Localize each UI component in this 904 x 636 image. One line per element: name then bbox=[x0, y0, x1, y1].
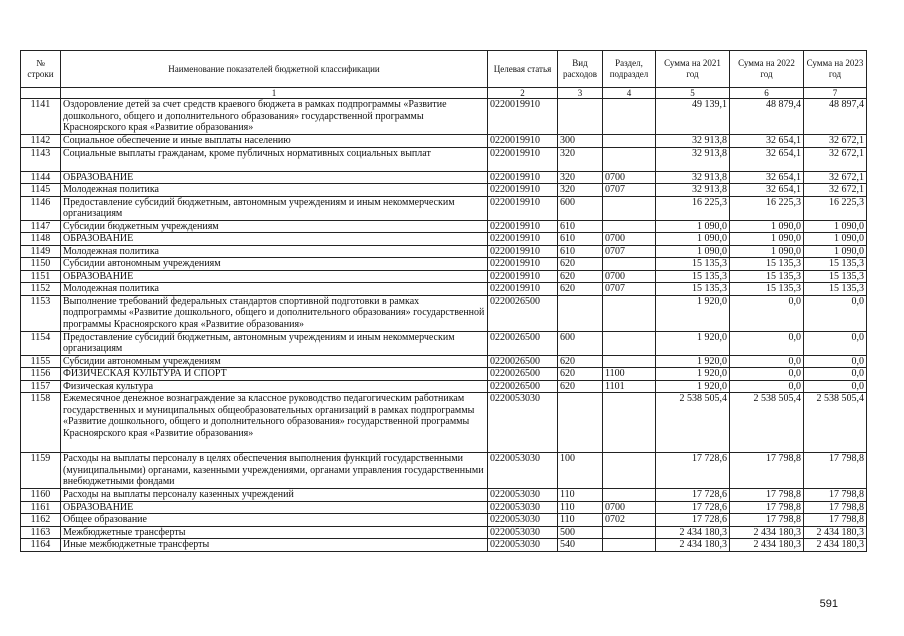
row-number-cell: 1148 bbox=[21, 233, 61, 246]
row-number-cell: 1151 bbox=[21, 270, 61, 283]
row-number-cell: 1145 bbox=[21, 184, 61, 197]
table-row bbox=[21, 147, 867, 171]
target-item-cell: 0220026500 bbox=[488, 368, 558, 381]
section-cell bbox=[603, 331, 656, 355]
row-number-cell: 1143 bbox=[21, 147, 61, 171]
sum-2021-cell: 32 913,8 bbox=[656, 135, 730, 148]
section-cell: 0700 bbox=[603, 501, 656, 514]
expense-type-cell: 620 bbox=[558, 283, 603, 296]
sum-2021-cell: 17 728,6 bbox=[656, 453, 730, 489]
sum-2022-cell: 48 879,4 bbox=[730, 99, 804, 135]
sum-2023-cell: 0,0 bbox=[804, 355, 867, 368]
budget-table bbox=[20, 50, 867, 552]
table-row bbox=[21, 245, 867, 258]
table-header-row bbox=[21, 51, 867, 88]
indicator-name-cell: ОБРАЗОВАНИЕ bbox=[61, 270, 488, 283]
table-row bbox=[21, 283, 867, 296]
indicator-name-cell: Физическая культура bbox=[61, 380, 488, 393]
sum-2023-cell: 17 798,8 bbox=[804, 489, 867, 502]
expense-type-cell: 610 bbox=[558, 220, 603, 233]
table-row bbox=[21, 393, 867, 453]
table-row bbox=[21, 331, 867, 355]
column-number: 5 bbox=[656, 88, 730, 99]
target-item-cell: 0220019910 bbox=[488, 258, 558, 271]
header-target-item: Целевая статья bbox=[488, 51, 558, 88]
table-row bbox=[21, 258, 867, 271]
header-sum-2022: Сумма на 2022 год bbox=[730, 51, 804, 88]
expense-type-cell: 300 bbox=[558, 135, 603, 148]
section-cell: 0702 bbox=[603, 514, 656, 527]
sum-2021-cell: 17 728,6 bbox=[656, 514, 730, 527]
sum-2021-cell: 15 135,3 bbox=[656, 283, 730, 296]
expense-type-cell: 500 bbox=[558, 526, 603, 539]
expense-type-cell: 110 bbox=[558, 514, 603, 527]
sum-2021-cell: 16 225,3 bbox=[656, 196, 730, 220]
table-row bbox=[21, 135, 867, 148]
section-cell bbox=[603, 135, 656, 148]
sum-2021-cell: 2 538 505,4 bbox=[656, 393, 730, 453]
section-cell bbox=[603, 539, 656, 552]
sum-2023-cell: 1 090,0 bbox=[804, 220, 867, 233]
table-row bbox=[21, 99, 867, 135]
column-number-blank bbox=[21, 88, 61, 99]
table-row bbox=[21, 380, 867, 393]
table-row bbox=[21, 270, 867, 283]
target-item-cell: 0220019910 bbox=[488, 147, 558, 171]
indicator-name-cell: Социальные выплаты гражданам, кроме публичных нормативных социальных выплат bbox=[61, 147, 488, 171]
row-number-cell: 1147 bbox=[21, 220, 61, 233]
indicator-name-cell: ОБРАЗОВАНИЕ bbox=[61, 233, 488, 246]
expense-type-cell: 540 bbox=[558, 539, 603, 552]
indicator-name-cell: Предоставление субсидий бюджетным, автономным учреждениям и иным некоммерческим организациям bbox=[61, 331, 488, 355]
sum-2021-cell: 1 920,0 bbox=[656, 331, 730, 355]
row-number-cell: 1158 bbox=[21, 393, 61, 453]
column-number: 1 bbox=[61, 88, 488, 99]
expense-type-cell: 620 bbox=[558, 368, 603, 381]
row-number-cell: 1162 bbox=[21, 514, 61, 527]
sum-2021-cell: 32 913,8 bbox=[656, 147, 730, 171]
sum-2023-cell: 32 672,1 bbox=[804, 184, 867, 197]
target-item-cell: 0220026500 bbox=[488, 380, 558, 393]
table-row bbox=[21, 220, 867, 233]
sum-2021-cell: 1 090,0 bbox=[656, 220, 730, 233]
section-cell bbox=[603, 99, 656, 135]
indicator-name-cell: Иные межбюджетные трансферты bbox=[61, 539, 488, 552]
sum-2022-cell: 1 090,0 bbox=[730, 220, 804, 233]
sum-2021-cell: 15 135,3 bbox=[656, 258, 730, 271]
sum-2022-cell: 0,0 bbox=[730, 331, 804, 355]
sum-2022-cell: 15 135,3 bbox=[730, 283, 804, 296]
sum-2022-cell: 2 434 180,3 bbox=[730, 526, 804, 539]
sum-2021-cell: 1 920,0 bbox=[656, 380, 730, 393]
target-item-cell: 0220026500 bbox=[488, 355, 558, 368]
sum-2022-cell: 32 654,1 bbox=[730, 147, 804, 171]
sum-2023-cell: 32 672,1 bbox=[804, 171, 867, 184]
row-number-cell: 1153 bbox=[21, 295, 61, 331]
table-row bbox=[21, 355, 867, 368]
sum-2023-cell: 0,0 bbox=[804, 295, 867, 331]
sum-2023-cell: 0,0 bbox=[804, 368, 867, 381]
indicator-name-cell: Молодежная политика bbox=[61, 184, 488, 197]
expense-type-cell: 110 bbox=[558, 489, 603, 502]
sum-2021-cell: 2 434 180,3 bbox=[656, 526, 730, 539]
row-number-cell: 1152 bbox=[21, 283, 61, 296]
table-row bbox=[21, 171, 867, 184]
table-row bbox=[21, 501, 867, 514]
row-number-cell: 1150 bbox=[21, 258, 61, 271]
expense-type-cell: 100 bbox=[558, 453, 603, 489]
target-item-cell: 0220019910 bbox=[488, 135, 558, 148]
sum-2021-cell: 1 920,0 bbox=[656, 355, 730, 368]
sum-2022-cell: 2 434 180,3 bbox=[730, 539, 804, 552]
section-cell bbox=[603, 453, 656, 489]
sum-2022-cell: 15 135,3 bbox=[730, 258, 804, 271]
sum-2023-cell: 2 434 180,3 bbox=[804, 526, 867, 539]
expense-type-cell bbox=[558, 393, 603, 453]
section-cell bbox=[603, 258, 656, 271]
target-item-cell: 0220019910 bbox=[488, 270, 558, 283]
table-row bbox=[21, 526, 867, 539]
sum-2022-cell: 17 798,8 bbox=[730, 514, 804, 527]
indicator-name-cell: Общее образование bbox=[61, 514, 488, 527]
sum-2023-cell: 17 798,8 bbox=[804, 453, 867, 489]
sum-2022-cell: 16 225,3 bbox=[730, 196, 804, 220]
column-number: 6 bbox=[730, 88, 804, 99]
column-number: 4 bbox=[603, 88, 656, 99]
header-expense-type: Вид расходов bbox=[558, 51, 603, 88]
row-number-cell: 1146 bbox=[21, 196, 61, 220]
section-cell bbox=[603, 489, 656, 502]
indicator-name-cell: Предоставление субсидий бюджетным, автономным учреждениям и иным некоммерческим организациям bbox=[61, 196, 488, 220]
expense-type-cell: 620 bbox=[558, 258, 603, 271]
target-item-cell: 0220053030 bbox=[488, 514, 558, 527]
row-number-cell: 1142 bbox=[21, 135, 61, 148]
target-item-cell: 0220053030 bbox=[488, 453, 558, 489]
target-item-cell: 0220019910 bbox=[488, 245, 558, 258]
expense-type-cell bbox=[558, 295, 603, 331]
sum-2023-cell: 2 434 180,3 bbox=[804, 539, 867, 552]
indicator-name-cell: ОБРАЗОВАНИЕ bbox=[61, 501, 488, 514]
indicator-name-cell: Социальное обеспечение и иные выплаты населению bbox=[61, 135, 488, 148]
sum-2023-cell: 0,0 bbox=[804, 331, 867, 355]
sum-2021-cell: 17 728,6 bbox=[656, 501, 730, 514]
header-indicator-name: Наименование показателей бюджетной классификации bbox=[61, 51, 488, 88]
sum-2022-cell: 0,0 bbox=[730, 380, 804, 393]
section-cell bbox=[603, 393, 656, 453]
row-number-cell: 1156 bbox=[21, 368, 61, 381]
column-number: 2 bbox=[488, 88, 558, 99]
indicator-name-cell: Расходы на выплаты персоналу в целях обеспечения выполнения функций государственными (муниципальными) органами, казенными учреждениями, органами управления государственными внебюджетными фондами bbox=[61, 453, 488, 489]
expense-type-cell: 620 bbox=[558, 380, 603, 393]
expense-type-cell: 110 bbox=[558, 501, 603, 514]
sum-2022-cell: 17 798,8 bbox=[730, 489, 804, 502]
column-number: 3 bbox=[558, 88, 603, 99]
target-item-cell: 0220019910 bbox=[488, 171, 558, 184]
section-cell bbox=[603, 355, 656, 368]
section-cell: 0700 bbox=[603, 171, 656, 184]
target-item-cell: 0220019910 bbox=[488, 196, 558, 220]
sum-2023-cell: 15 135,3 bbox=[804, 283, 867, 296]
target-item-cell: 0220019910 bbox=[488, 184, 558, 197]
row-number-cell: 1159 bbox=[21, 453, 61, 489]
table-row bbox=[21, 514, 867, 527]
section-cell: 0707 bbox=[603, 283, 656, 296]
expense-type-cell: 610 bbox=[558, 233, 603, 246]
sum-2022-cell: 1 090,0 bbox=[730, 233, 804, 246]
header-row-number: № строки bbox=[21, 51, 61, 88]
indicator-name-cell: Субсидии бюджетным учреждениям bbox=[61, 220, 488, 233]
indicator-name-cell: Выполнение требований федеральных стандартов спортивной подготовки в рамках подпрограммы «Развитие дошкольного, общего и дополнительного образования» государственной программы Красноярского края «Развитие образования» bbox=[61, 295, 488, 331]
expense-type-cell: 610 bbox=[558, 245, 603, 258]
sum-2023-cell: 48 897,4 bbox=[804, 99, 867, 135]
sum-2023-cell: 1 090,0 bbox=[804, 245, 867, 258]
target-item-cell: 0220053030 bbox=[488, 393, 558, 453]
target-item-cell: 0220019910 bbox=[488, 283, 558, 296]
expense-type-cell: 320 bbox=[558, 147, 603, 171]
sum-2022-cell: 32 654,1 bbox=[730, 184, 804, 197]
row-number-cell: 1144 bbox=[21, 171, 61, 184]
expense-type-cell: 600 bbox=[558, 196, 603, 220]
indicator-name-cell: Ежемесячное денежное вознаграждение за классное руководство педагогическим работникам государственных и муниципальных общеобразовательных организаций в рамках подпрограммы «Развитие дошкольного, общего и дополнительного образования» государственной программы Красноярского края «Развитие образования» bbox=[61, 393, 488, 453]
sum-2023-cell: 17 798,8 bbox=[804, 501, 867, 514]
row-number-cell: 1155 bbox=[21, 355, 61, 368]
target-item-cell: 0220026500 bbox=[488, 331, 558, 355]
sum-2022-cell: 2 538 505,4 bbox=[730, 393, 804, 453]
column-number: 7 bbox=[804, 88, 867, 99]
sum-2021-cell: 1 090,0 bbox=[656, 245, 730, 258]
table-body bbox=[21, 99, 867, 552]
sum-2023-cell: 15 135,3 bbox=[804, 258, 867, 271]
sum-2023-cell: 32 672,1 bbox=[804, 147, 867, 171]
header-sum-2023: Сумма на 2023 год bbox=[804, 51, 867, 88]
section-cell bbox=[603, 147, 656, 171]
table-row bbox=[21, 295, 867, 331]
target-item-cell: 0220053030 bbox=[488, 526, 558, 539]
table-row bbox=[21, 196, 867, 220]
expense-type-cell: 620 bbox=[558, 270, 603, 283]
page-number: 591 bbox=[819, 598, 838, 610]
section-cell bbox=[603, 295, 656, 331]
sum-2022-cell: 1 090,0 bbox=[730, 245, 804, 258]
section-cell bbox=[603, 220, 656, 233]
target-item-cell: 0220053030 bbox=[488, 489, 558, 502]
row-number-cell: 1141 bbox=[21, 99, 61, 135]
target-item-cell: 0220053030 bbox=[488, 539, 558, 552]
table-row bbox=[21, 453, 867, 489]
sum-2022-cell: 17 798,8 bbox=[730, 501, 804, 514]
indicator-name-cell: Оздоровление детей за счет средств краевого бюджета в рамках подпрограммы «Развитие дошкольного, общего и дополнительного образования» государственной программы Красноярского края «Развитие образования» bbox=[61, 99, 488, 135]
sum-2022-cell: 0,0 bbox=[730, 368, 804, 381]
indicator-name-cell: ОБРАЗОВАНИЕ bbox=[61, 171, 488, 184]
sum-2022-cell: 15 135,3 bbox=[730, 270, 804, 283]
section-cell: 1101 bbox=[603, 380, 656, 393]
section-cell bbox=[603, 196, 656, 220]
table-row bbox=[21, 539, 867, 552]
column-number-row bbox=[21, 88, 867, 99]
indicator-name-cell: Расходы на выплаты персоналу казенных учреждений bbox=[61, 489, 488, 502]
sum-2022-cell: 17 798,8 bbox=[730, 453, 804, 489]
section-cell: 1100 bbox=[603, 368, 656, 381]
section-cell: 0707 bbox=[603, 184, 656, 197]
row-number-cell: 1149 bbox=[21, 245, 61, 258]
target-item-cell: 0220053030 bbox=[488, 501, 558, 514]
sum-2023-cell: 15 135,3 bbox=[804, 270, 867, 283]
sum-2021-cell: 2 434 180,3 bbox=[656, 539, 730, 552]
sum-2023-cell: 1 090,0 bbox=[804, 233, 867, 246]
sum-2021-cell: 1 920,0 bbox=[656, 368, 730, 381]
sum-2021-cell: 1 090,0 bbox=[656, 233, 730, 246]
table-row bbox=[21, 368, 867, 381]
section-cell: 0700 bbox=[603, 233, 656, 246]
table-row bbox=[21, 489, 867, 502]
sum-2023-cell: 17 798,8 bbox=[804, 514, 867, 527]
expense-type-cell: 320 bbox=[558, 184, 603, 197]
section-cell: 0707 bbox=[603, 245, 656, 258]
table-row bbox=[21, 233, 867, 246]
target-item-cell: 0220019910 bbox=[488, 99, 558, 135]
section-cell bbox=[603, 526, 656, 539]
indicator-name-cell: Субсидии автономным учреждениям bbox=[61, 258, 488, 271]
row-number-cell: 1164 bbox=[21, 539, 61, 552]
sum-2022-cell: 0,0 bbox=[730, 355, 804, 368]
sum-2021-cell: 1 920,0 bbox=[656, 295, 730, 331]
sum-2021-cell: 32 913,8 bbox=[656, 184, 730, 197]
indicator-name-cell: Субсидии автономным учреждениям bbox=[61, 355, 488, 368]
sum-2022-cell: 0,0 bbox=[730, 295, 804, 331]
sum-2023-cell: 0,0 bbox=[804, 380, 867, 393]
sum-2023-cell: 2 538 505,4 bbox=[804, 393, 867, 453]
header-sum-2021: Сумма на 2021 год bbox=[656, 51, 730, 88]
sum-2021-cell: 15 135,3 bbox=[656, 270, 730, 283]
indicator-name-cell: Молодежная политика bbox=[61, 245, 488, 258]
expense-type-cell: 320 bbox=[558, 171, 603, 184]
indicator-name-cell: ФИЗИЧЕСКАЯ КУЛЬТУРА И СПОРТ bbox=[61, 368, 488, 381]
target-item-cell: 0220026500 bbox=[488, 295, 558, 331]
header-section: Раздел, подраздел bbox=[603, 51, 656, 88]
sum-2022-cell: 32 654,1 bbox=[730, 135, 804, 148]
indicator-name-cell: Молодежная политика bbox=[61, 283, 488, 296]
section-cell: 0700 bbox=[603, 270, 656, 283]
indicator-name-cell: Межбюджетные трансферты bbox=[61, 526, 488, 539]
expense-type-cell: 600 bbox=[558, 331, 603, 355]
target-item-cell: 0220019910 bbox=[488, 220, 558, 233]
row-number-cell: 1161 bbox=[21, 501, 61, 514]
sum-2022-cell: 32 654,1 bbox=[730, 171, 804, 184]
sum-2023-cell: 32 672,1 bbox=[804, 135, 867, 148]
sum-2021-cell: 32 913,8 bbox=[656, 171, 730, 184]
sum-2021-cell: 17 728,6 bbox=[656, 489, 730, 502]
table-row bbox=[21, 184, 867, 197]
expense-type-cell: 620 bbox=[558, 355, 603, 368]
expense-type-cell bbox=[558, 99, 603, 135]
row-number-cell: 1157 bbox=[21, 380, 61, 393]
target-item-cell: 0220019910 bbox=[488, 233, 558, 246]
sum-2021-cell: 49 139,1 bbox=[656, 99, 730, 135]
row-number-cell: 1160 bbox=[21, 489, 61, 502]
sum-2023-cell: 16 225,3 bbox=[804, 196, 867, 220]
row-number-cell: 1154 bbox=[21, 331, 61, 355]
row-number-cell: 1163 bbox=[21, 526, 61, 539]
